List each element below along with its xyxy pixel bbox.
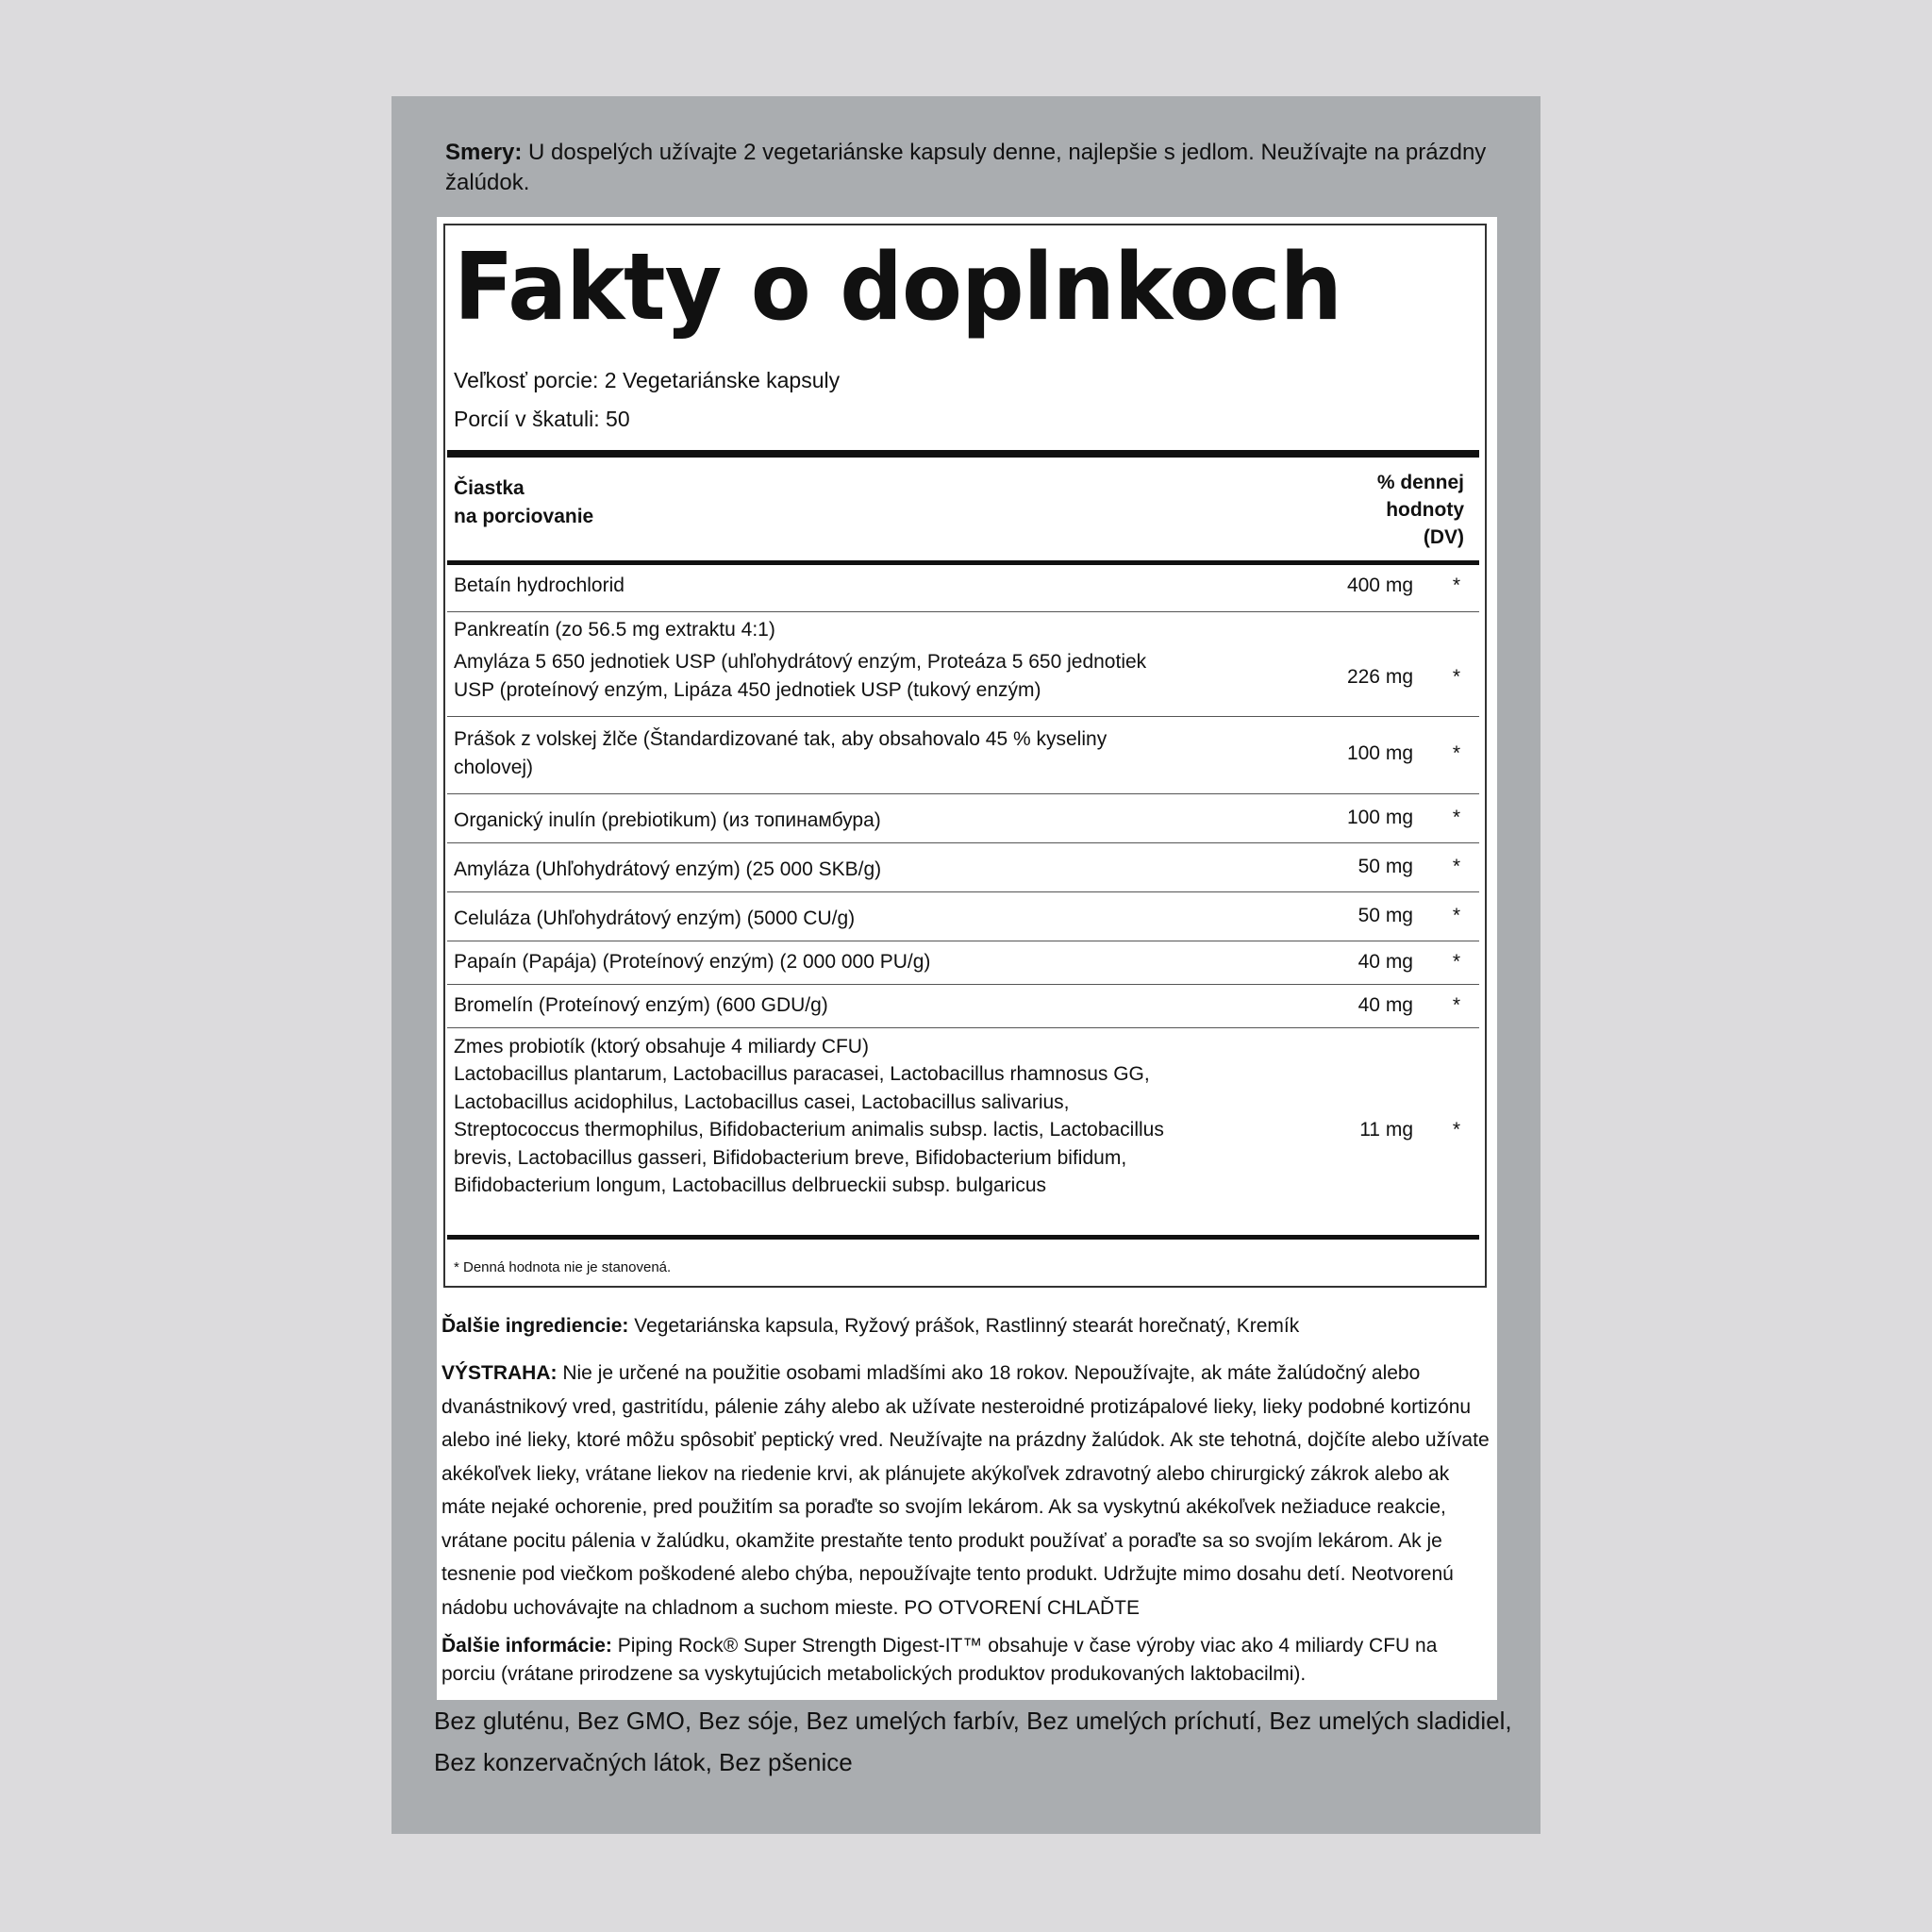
warning-label: VÝSTRAHA: [441, 1362, 558, 1384]
row-divider [447, 984, 1479, 985]
other-ingredients [441, 1311, 1493, 1341]
ingredient-name: Organický inulín (prebiotikum) (из топинамбура) [454, 809, 881, 831]
ingredient-name: Amyláza (Uhľohydrátový enzým) (25 000 SKB/g) [454, 858, 882, 880]
white-label-area [437, 217, 1497, 1700]
ingredient-dv: * [1452, 1119, 1460, 1141]
footnote: * Denná hodnota nie je stanovená. [454, 1259, 672, 1275]
ingredient-amount: 50 mg [1357, 905, 1413, 926]
serving-size: Veľkosť porcie: 2 Vegetariánske kapsuly [454, 368, 841, 392]
facts-title: Fakty o doplnkoch [454, 234, 1341, 341]
header-amount: Čiastka [454, 477, 525, 499]
ingredient-amount: 50 mg [1357, 856, 1413, 877]
ingredient-dv: * [1452, 905, 1460, 926]
ingredient-subtext: Lactobacillus plantarum, Lactobacillus paracasei, Lactobacillus rhamnosus GG, Lactobacillus acidophilus, Lactobacillus casei, Lactobacillus salivarius, Streptococcus thermophilus, Bifidobacterium animalis subsp. lactis, Lactobacillus brevis, Lactobacillus gasseri, Bifidobacterium breve, Bifidobacterium bifidum, Bifidobacterium longum, Lactobacillus delbrueckii subsp. bulgaricus [454, 1063, 1164, 1196]
more-info [441, 1632, 1493, 1689]
ingredient-name: Pankreatín (zo 56.5 mg extraktu 4:1) [454, 619, 775, 641]
directions-label: Smery: [445, 140, 523, 165]
header-per-serving: na porciovanie [454, 506, 594, 527]
ingredient-amount: 100 mg [1346, 742, 1413, 764]
daily-value-header [1377, 469, 1464, 551]
ingredient-name: Papaín (Papája) (Proteínový enzým) (2 000 000 PU/g) [454, 951, 931, 973]
header-dv-1: % dennej [1376, 472, 1464, 493]
ingredient-dv: * [1452, 856, 1460, 877]
row-divider [447, 1027, 1479, 1028]
row-divider [447, 842, 1479, 843]
more-info-text: Piping Rock® Super Strength Digest-IT™ obsahuje v čase výroby viac ako 4 miliardy CFU na porciu (vrátane prirodzene sa vyskytujúcich metabolických produktov produkovaných laktobacilmi). [441, 1635, 1438, 1685]
directions-text [445, 138, 1502, 198]
ingredient-dv: * [1452, 807, 1460, 828]
ingredient-dv: * [1452, 575, 1460, 596]
ingredient-amount: 226 mg [1346, 666, 1413, 688]
ingredient-dv: * [1452, 951, 1460, 973]
header-dv-2: hodnoty [1386, 499, 1464, 521]
warning [441, 1357, 1493, 1624]
ingredient-amount: 400 mg [1346, 575, 1413, 596]
row-divider [447, 611, 1479, 612]
ingredient-name: Betaín hydrochlorid [454, 575, 625, 596]
ingredient-dv: * [1452, 666, 1460, 688]
free-from-claims: Bez gluténu, Bez GMO, Bez sóje, Bez umelých farbív, Bez umelých príchutí, Bez umelých sladidiel, Bez konzervačných látok, Bez pšenice [434, 1707, 1512, 1776]
directions-body: U dospelých užívajte 2 vegetariánske kapsuly denne, najlepšie s jedlom. Neužívajte na prázdny žalúdok. [445, 140, 1487, 195]
ingredient-dv: * [1452, 994, 1460, 1016]
more-info-label: Ďalšie informácie: [441, 1635, 612, 1657]
row-divider [447, 716, 1479, 717]
ingredient-subtext: Amyláza 5 650 jednotiek USP (uhľohydrátový enzým, Proteáza 5 650 jednotiek USP (proteínový enzým, Lipáza 450 jednotiek USP (tukový enzým) [454, 651, 1147, 701]
thick-divider [447, 450, 1479, 458]
ingredient-amount: 100 mg [1346, 807, 1413, 828]
ingredient-name: Celuláza (Uhľohydrátový enzým) (5000 CU/g) [454, 908, 856, 929]
ingredient-amount: 11 mg [1359, 1119, 1413, 1141]
label-panel [391, 96, 1541, 1834]
warning-text: Nie je určené na použitie osobami mladšími ako 18 rokov. Nepoužívajte, ak máte žalúdočný alebo dvanástnikový vred, gastritídu, pálenie záhy alebo ak užívate nesteroidné protizápalové lieky, lieky podobné kortizónu alebo iné lieky, ktoré môžu spôsobiť peptický vred. Neužívajte na prázdny žalúdok. Ak ste tehotná, dojčíte alebo užívate akékoľvek lieky, vrátane liekov na riedenie krvi, ak plánujete akýkoľvek zdravotný alebo chirurgický zákrok alebo ak máte nejaké ochorenie, pred použitím sa poraďte so svojím lekárom. Ak sa vyskytnú akékoľvek nežiaduce reakcie, vrátane pocitu pálenia v žalúdku, okamžite prestaňte tento produkt používať a poraďte sa so svojím lekárom. Ak je tesnenie pod viečkom poškodené alebo chýba, nepoužívajte tento produkt. Udržujte mimo dosahu detí. Neotvorenú nádobu uchovávajte na chladnom a suchom mieste. PO OTVORENÍ CHLAĎTE [441, 1362, 1490, 1619]
other-ingredients-text: Vegetariánska kapsula, Ryžový prášok, Rastlinný stearát horečnatý, Kremík [628, 1315, 1300, 1337]
header-dv-3: (DV) [1423, 526, 1464, 548]
ingredient-name: Zmes probiotík (ktorý obsahuje 4 miliardy CFU) [454, 1036, 869, 1058]
amount-per-serving-header [454, 475, 593, 531]
row-divider [447, 793, 1479, 794]
ingredient-name: Bromelín (Proteínový enzým) (600 GDU/g) [454, 994, 828, 1016]
supplement-facts-box [443, 224, 1487, 1288]
ingredient-dv: * [1452, 742, 1460, 764]
ingredient-amount: 40 mg [1357, 951, 1413, 973]
servings-per-container: Porcií v škatuli: 50 [454, 407, 630, 431]
other-ingredients-label: Ďalšie ingrediencie: [441, 1315, 629, 1337]
bottom-divider [447, 1235, 1479, 1240]
ingredient-amount: 40 mg [1357, 994, 1413, 1016]
header-divider [447, 560, 1479, 565]
row-divider [447, 891, 1479, 892]
ingredient-name: Prášok z volskej žlče (Štandardizované tak, aby obsahovalo 45 % kyseliny cholovej) [454, 728, 1108, 778]
